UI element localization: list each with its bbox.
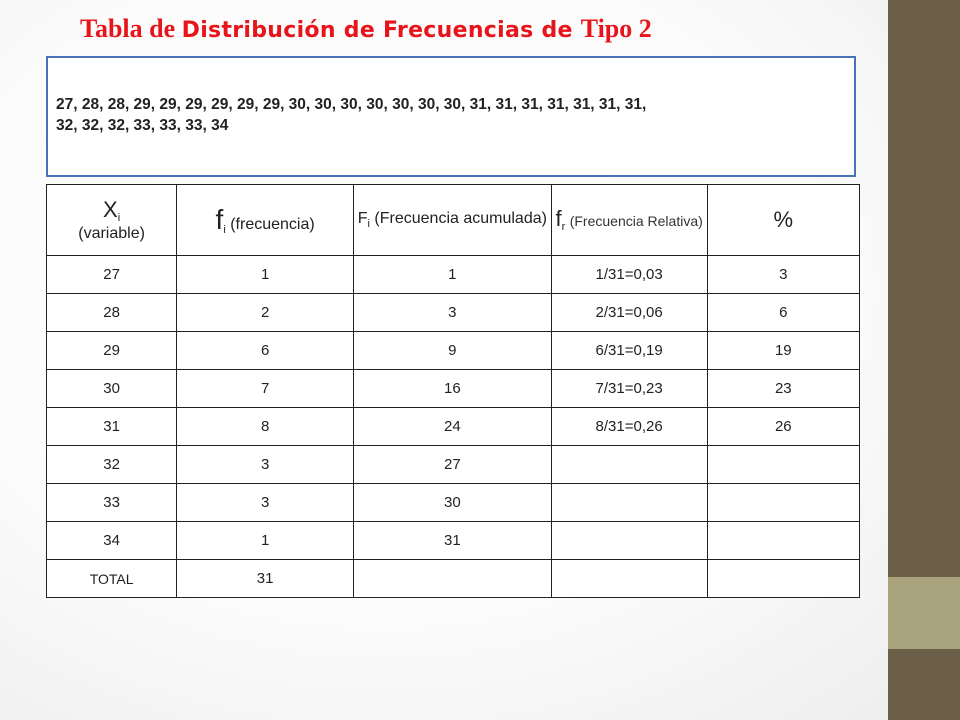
cell-fi: 6 [177,332,354,370]
cell-Fi: 24 [354,408,552,446]
cell-Fi: 30 [354,484,552,522]
table-row [47,256,860,294]
cell-xi: 30 [47,370,177,408]
slide-title [80,14,652,44]
cell-Fi: 3 [354,294,552,332]
table-row [47,294,860,332]
cell-fr [551,522,707,560]
cell-fr: 8/31=0,26 [551,408,707,446]
title-part-1: Tabla de [80,14,182,43]
cell-Fi: 31 [354,522,552,560]
cell-percent: 23 [707,370,859,408]
cell-xi: 27 [47,256,177,294]
cell-percent: 19 [707,332,859,370]
cell-fr: 1/31=0,03 [551,256,707,294]
header-percent: % [707,185,859,256]
cell-fi: 2 [177,294,354,332]
cell-Fi: 16 [354,370,552,408]
cell-percent: 26 [707,408,859,446]
cell-percent: 6 [707,294,859,332]
cell-fi: 31 [177,560,354,598]
cell-xi: TOTAL [47,560,177,598]
cell-percent [707,446,859,484]
frequency-table [46,184,860,598]
table-row [47,370,860,408]
cell-fr [551,446,707,484]
cell-percent [707,560,859,598]
cell-Fi: 9 [354,332,552,370]
cell-fr [551,560,707,598]
table-row [47,484,860,522]
cell-fi: 1 [177,256,354,294]
cell-Fi: 1 [354,256,552,294]
cell-Fi [354,560,552,598]
cell-fr: 6/31=0,19 [551,332,707,370]
sidebar-decoration-bottom [888,649,960,720]
table-header-row [47,185,860,256]
cell-fr: 2/31=0,06 [551,294,707,332]
sidebar-decoration-middle [888,577,960,649]
cell-fi: 8 [177,408,354,446]
cell-Fi: 27 [354,446,552,484]
cell-percent [707,522,859,560]
header-xi: $X_i$ (variable) [47,185,177,256]
cell-xi: 33 [47,484,177,522]
table-row-total [47,560,860,598]
title-part-2: Distribución de Frecuencias de [181,18,581,43]
cell-fi: 3 [177,446,354,484]
sidebar-decoration-top [888,0,960,577]
title-part-3: Tipo 2 [580,14,652,43]
table-row [47,408,860,446]
table-row [47,446,860,484]
header-fi: $f_i$ (frecuencia) [177,185,354,256]
cell-fr: 7/31=0,23 [551,370,707,408]
cell-xi: 32 [47,446,177,484]
table-row [47,332,860,370]
cell-fi: 1 [177,522,354,560]
raw-data-text: 27, 28, 28, 29, 29, 29, 29, 29, 29, 30, 30, 30, 30, 30, 30, 30, 31, 31, 31, 31, 31, 31, 31, 32, 32, 32, 33, 33, 33, 34 [56,96,647,134]
cell-percent [707,484,859,522]
raw-data-box [46,56,856,177]
header-fr: $f_r$ (Frecuencia Relativa) [551,185,707,256]
header-Fi: $F_i$ (Frecuencia acumulada) [354,185,552,256]
cell-xi: 29 [47,332,177,370]
cell-percent: 3 [707,256,859,294]
cell-fr [551,484,707,522]
cell-xi: 31 [47,408,177,446]
cell-xi: 28 [47,294,177,332]
table-row [47,522,860,560]
cell-fi: 3 [177,484,354,522]
cell-fi: 7 [177,370,354,408]
cell-xi: 34 [47,522,177,560]
